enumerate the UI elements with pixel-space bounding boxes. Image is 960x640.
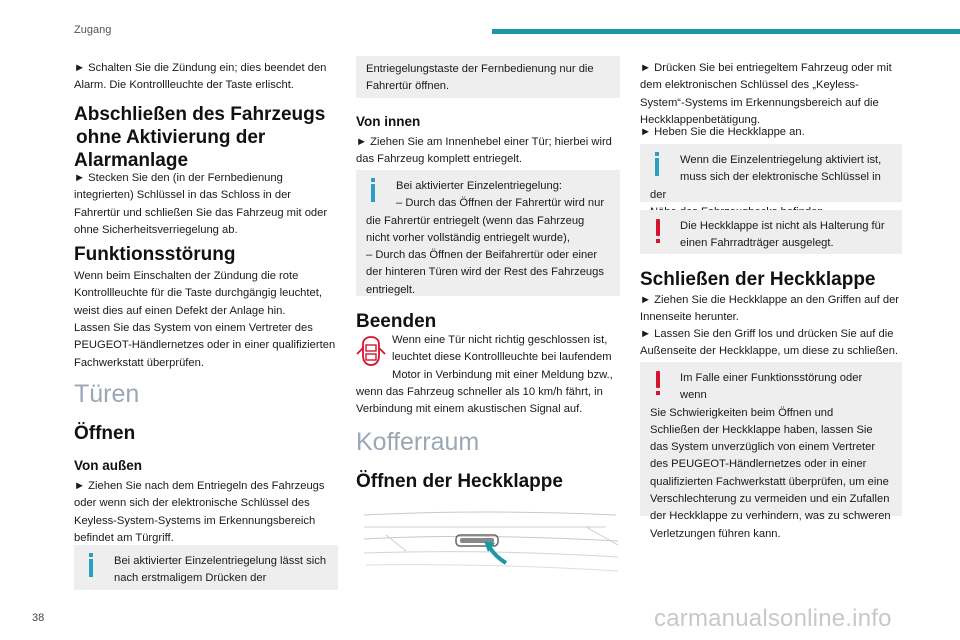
heading-tueren: Türen (74, 380, 140, 408)
info-icon (650, 152, 676, 178)
note-info-box: Bei aktivierter Einzelentriegelung lässt sich nach erstmaligem Drücken der (74, 545, 338, 590)
info-icon (366, 178, 392, 204)
warning-icon (650, 370, 676, 396)
paragraph-schliessen-1: ► Ziehen Sie die Heckklappe an den Griffen auf der Innenseite herunter. (640, 294, 900, 324)
paragraph-druecken: ► Drücken Sie bei entriegeltem Fahrzeug oder mit dem elektronischen Schlüssel des „Keyless-System“-Systems im Erkennungsbereich auf die Heckklappenbetätigung. (640, 62, 892, 126)
paragraph-schliessen-2: ► Lassen Sie den Griff los und drücken Sie auf die Außenseite der Heckklappe, um diese zu schließen. (640, 328, 899, 358)
page-number: 38 (32, 612, 45, 624)
warning-icon (650, 218, 676, 244)
heading-funktionsstoerung: Funktionsstörung (74, 244, 236, 265)
warning-fahrradtraeger: Die Heckklappe ist nicht als Halterung für einen Fahrradträger ausgelegt. (640, 210, 902, 254)
header-accent-bar (492, 29, 960, 34)
heading-oeffnen-heckklappe: Öffnen der Heckklappe (356, 471, 563, 492)
paragraph-funktion-2: Lassen Sie das System von einem Vertreter des PEUGEOT-Händlernetzes oder in einer qualifizierten Fachwerkstatt überprüfen. (74, 322, 336, 369)
note-einzelentriegelung: Bei aktivierter Einzelentriegelung: – Durch das Öffnen der Fahrertür wird nur die Fahrertür entriegelt (wenn das Fahrzeug nicht vorher vollständig entriegelt wurde), – Durch das Öffnen der Beifahrertür oder einer der hinteren Türen wird der Rest des Fahrzeugs entriegelt. (356, 170, 620, 296)
paragraph-funktion-1: Wenn beim Einschalten der Zündung die rote Kontrollleuchte für die Taste durchgängig leuchtet, weist dies auf einen Defekt der Anlage hin. (74, 270, 322, 317)
heading-von-innen: Von innen (356, 114, 421, 129)
info-icon (84, 553, 110, 579)
door-open-warning-icon (356, 334, 386, 370)
paragraph-zuendung: ► Schalten Sie die Zündung ein; dies beendet den Alarm. Die Kontrollleuchte der Taste erlischt. (74, 62, 327, 92)
note-info-box-continued: Entriegelungstaste der Fernbedienung nur die Fahrertür öffnen. (356, 56, 620, 98)
heading-von-aussen: Von außen (74, 458, 143, 473)
tailgate-handle-illustration (356, 505, 620, 585)
paragraph-beenden: Wenn eine Tür nicht richtig geschlossen ist, leuchtet diese Kontrollleuchte bei laufendem Motor in Verbindung mit einer Meldung bzw., wenn das Fahrzeug schneller als 10 km/h fährt, in Verbindung mit einem akustischen Signal auf. (356, 334, 613, 416)
watermark: carmanualsonline.info (654, 605, 892, 632)
heading-kofferraum: Kofferraum (356, 428, 480, 456)
heading-abschliessen: Abschließen des Fahrzeugs ohne Aktivierung der Alarmanlage (74, 104, 326, 171)
heading-schliessen-heckklappe: Schließen der Heckklappe (640, 269, 876, 290)
paragraph-schluessel: ► Stecken Sie den (in der Fernbedienung integrierten) Schlüssel in das Schloss in der Fahrertür und schließen Sie das Fahrzeug mit oder ohne Sicherheitsverriegelung ab. (74, 172, 328, 236)
section-label: Zugang (74, 24, 112, 36)
heading-beenden: Beenden (356, 311, 437, 332)
paragraph-von-innen: ► Ziehen Sie am Innenhebel einer Tür; hierbei wird das Fahrzeug komplett entriegelt. (356, 136, 612, 166)
warning-funktionsstoerung-heckklappe: Im Falle einer Funktionsstörung oder wenn Sie Schwierigkeiten beim Öffnen und Schließen der Heckklappe haben, lassen Sie das System unverzüglich von einem Vertreter des PEUGEOT-Händlernetzes oder in einer qualifizierten Fachwerkstatt überprüfen, um eine Verschlechterung zu vermeiden und ein Zufallen der Heckklappe zu verhindern, was zu schweren Verletzungen führen kann. (640, 362, 902, 516)
paragraph-heben: ► Heben Sie die Heckklappe an. (640, 126, 805, 138)
note-einzelentriegelung-heck: Wenn die Einzelentriegelung aktiviert ist, muss sich der elektronische Schlüssel in der (640, 144, 902, 202)
heading-oeffnen: Öffnen (74, 423, 136, 444)
paragraph-von-aussen: ► Ziehen Sie nach dem Entriegeln des Fahrzeugs oder wenn sich der elektronische Schlüssel des Keyless-System-Systems im Erkennungsbereich befindet am Türgriff. (74, 480, 325, 544)
